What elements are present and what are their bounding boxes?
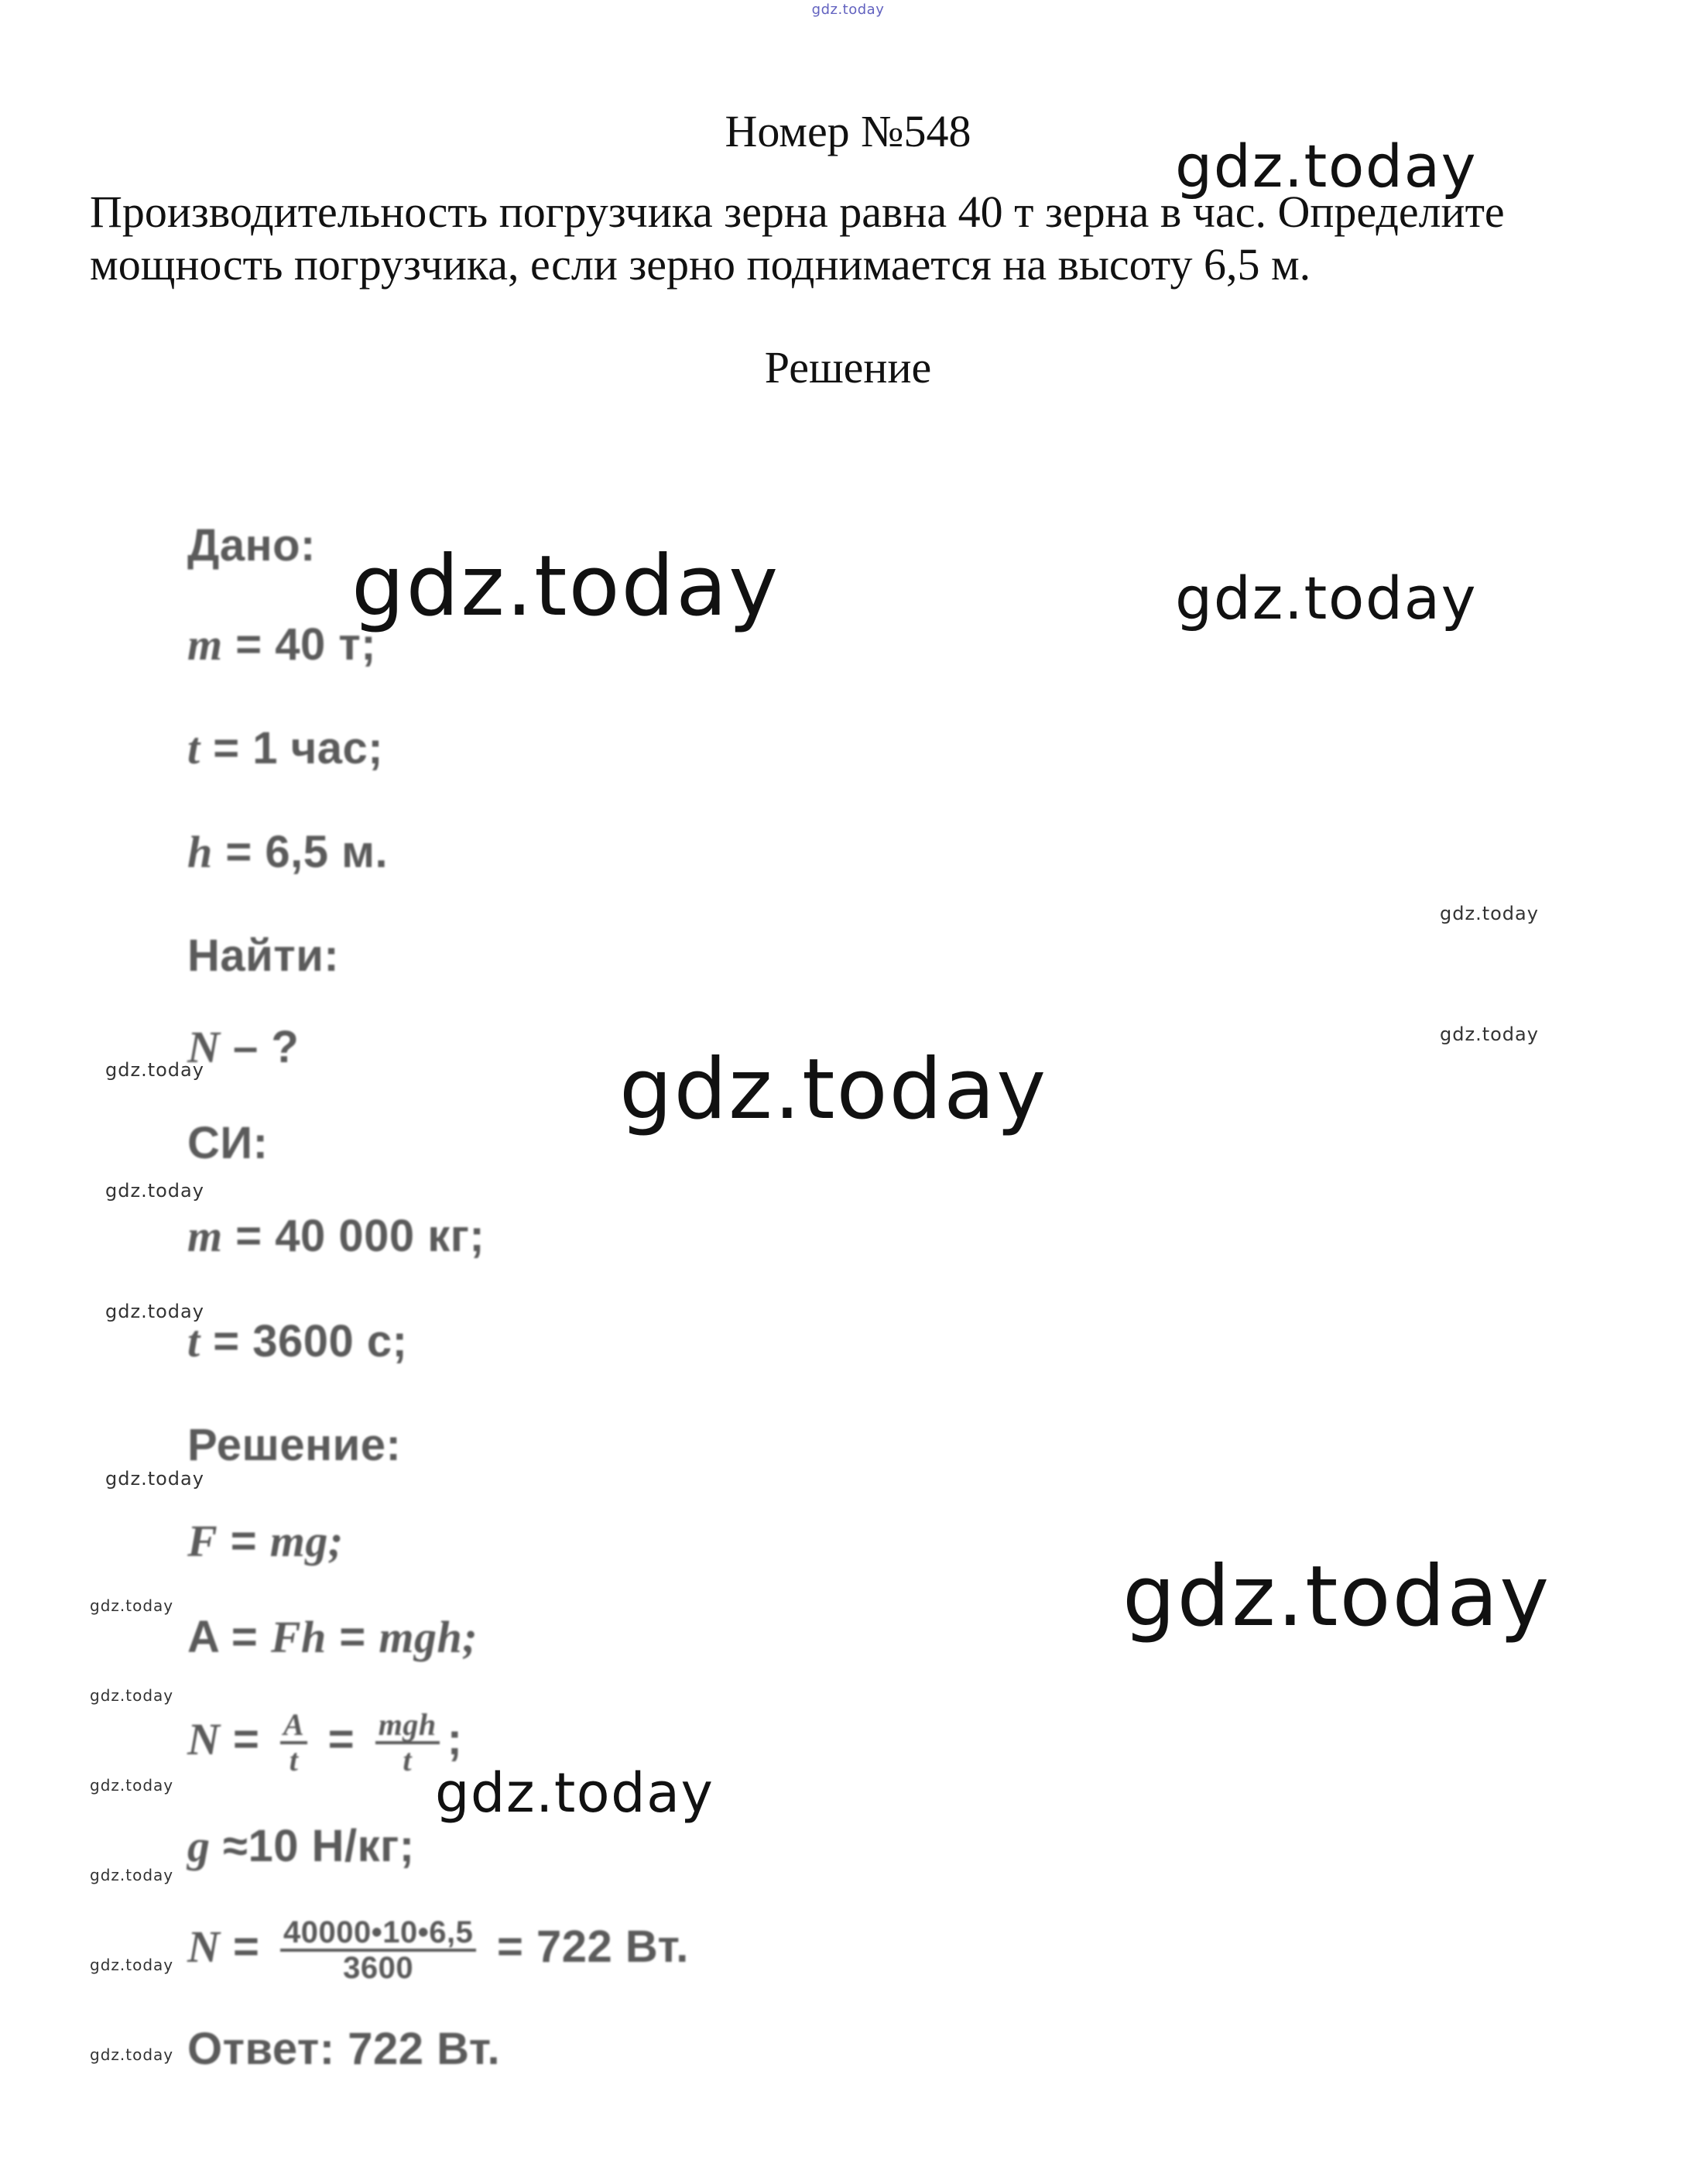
problem-statement <box>90 186 1622 291</box>
watermark: gdz.today <box>90 1596 174 1615</box>
si-time-value: = 3600 с; <box>200 1316 408 1366</box>
fraction-t-den-2: t <box>403 1742 413 1778</box>
given-time-value: = 1 час; <box>200 723 384 773</box>
formula-work <box>187 1610 478 1665</box>
given-height-value: = 6,5 м. <box>212 827 389 877</box>
power-lhs: N <box>187 1714 221 1764</box>
gravity-value: ≈10 Н/кг; <box>210 1821 415 1871</box>
work-fh: Fh <box>270 1612 327 1662</box>
work-mgh: mgh; <box>379 1612 478 1662</box>
calc-result: = 722 Вт. <box>484 1922 689 1972</box>
power-eq1: = <box>220 1714 272 1764</box>
watermark: gdz.today <box>90 1866 174 1884</box>
formula-force <box>187 1514 344 1569</box>
scanned-solution <box>187 519 961 2074</box>
work-a: A = <box>187 1612 271 1662</box>
fraction-a-num: A <box>280 1709 307 1744</box>
watermark: gdz.today <box>90 1686 174 1705</box>
var-n: N <box>187 1022 221 1072</box>
si-mass-value: = 40 000 кг; <box>222 1211 485 1261</box>
formula-calc <box>187 1905 689 1990</box>
watermark: gdz.today <box>351 538 780 635</box>
calc-numerator: 40000•10•6,5 <box>280 1916 476 1952</box>
watermark: gdz.today <box>105 1468 204 1490</box>
watermark: gdz.today <box>105 1059 204 1081</box>
top-watermark: gdz.today <box>811 2 885 18</box>
watermark: gdz.today <box>1440 1023 1539 1045</box>
calc-fraction <box>280 1916 476 1984</box>
solution-label: Решение: <box>187 1420 402 1470</box>
given-mass <box>187 618 376 672</box>
calc-denominator: 3600 <box>343 1950 414 1985</box>
watermark: gdz.today <box>1122 1548 1551 1645</box>
fraction-a-over-t <box>280 1706 307 1778</box>
si-label: СИ: <box>187 1118 269 1168</box>
power-tail: ; <box>447 1714 463 1764</box>
watermark: gdz.today <box>1440 903 1539 924</box>
given-time <box>187 722 383 776</box>
solution-heading: Решение <box>764 342 932 393</box>
given-mass-value: = 40 т; <box>222 619 377 670</box>
fraction-mgh-num: mgh <box>375 1709 440 1744</box>
given-height <box>187 825 388 879</box>
calc-lhs: N <box>187 1922 221 1972</box>
var-m: m <box>187 619 223 670</box>
watermark: gdz.today <box>1175 564 1478 633</box>
var-m-si: m <box>187 1211 223 1261</box>
var-t-si: t <box>187 1316 200 1366</box>
work-eq: = <box>326 1612 379 1662</box>
find-label: Найти: <box>187 931 340 981</box>
watermark: gdz.today <box>90 1956 174 1974</box>
watermark: gdz.today <box>619 1041 1048 1138</box>
fraction-t-den: t <box>289 1742 299 1778</box>
formula-gravity <box>187 1819 415 1874</box>
watermark: gdz.today <box>105 1301 204 1322</box>
watermark: gdz.today <box>435 1761 714 1825</box>
watermark: gdz.today <box>1175 132 1478 201</box>
watermark: gdz.today <box>105 1180 204 1202</box>
formula-power <box>187 1697 462 1782</box>
var-g: g <box>187 1821 211 1871</box>
find-power-value: – ? <box>220 1022 300 1072</box>
calc-eq1: = <box>220 1922 272 1972</box>
watermark: gdz.today <box>90 1776 174 1795</box>
answer: Ответ: 722 Вт. <box>187 2024 501 2074</box>
si-mass <box>187 1209 485 1263</box>
watermark: gdz.today <box>90 2045 174 2064</box>
var-h: h <box>187 827 213 877</box>
page-title: Номер №548 <box>725 106 971 156</box>
problem-line-2: мощность погрузчика, если зерно поднимается на высоту 6,5 м. <box>90 239 1311 290</box>
power-eq2: = <box>315 1714 368 1764</box>
var-t: t <box>187 723 200 773</box>
given-label: Дано: <box>187 520 316 571</box>
fraction-mgh-over-t <box>375 1706 440 1778</box>
var-f: F <box>187 1516 218 1566</box>
force-rhs: mg; <box>269 1516 344 1566</box>
force-eq: = <box>218 1516 270 1566</box>
si-time <box>187 1315 407 1369</box>
problem-line-1: Производительность погрузчика зерна равна 40 т зерна в час. Определите <box>90 187 1505 237</box>
